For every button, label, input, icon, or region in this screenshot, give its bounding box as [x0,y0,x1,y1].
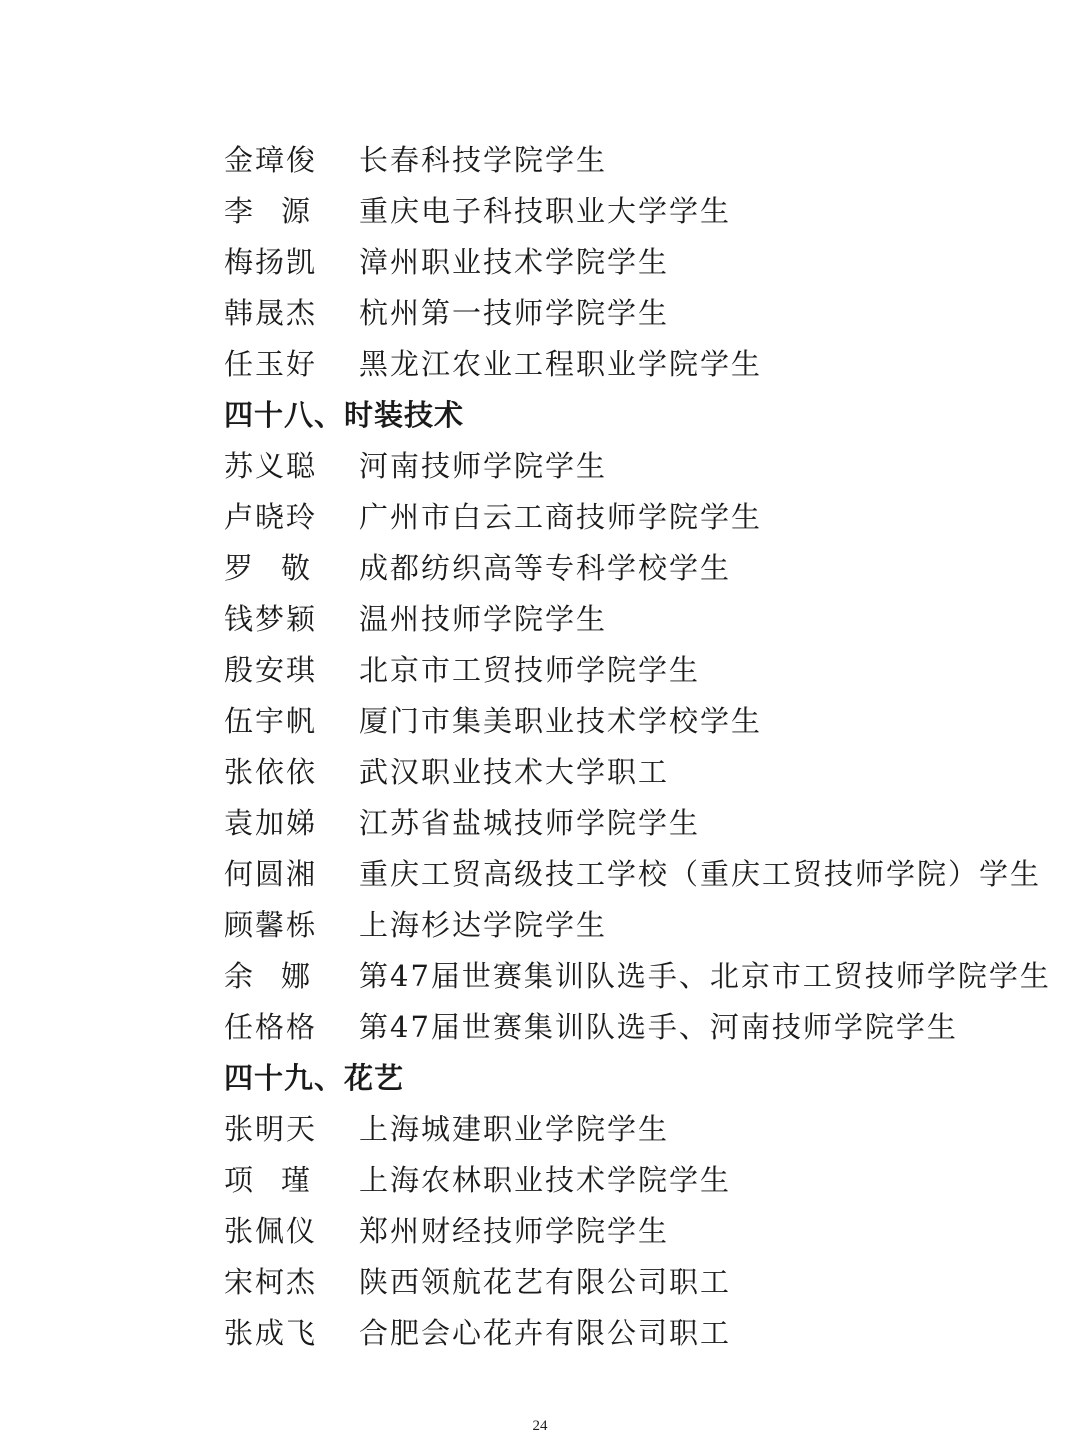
person-name: 殷安琪 [224,653,318,687]
section-heading: 四十九、花艺 [224,1061,405,1095]
affiliation: 成都纺织高等专科学校学生 [359,551,732,585]
person-name: 罗 敬 [224,551,310,585]
affiliation: 重庆工贸高级技工学校（重庆工贸技师学院）学生 [359,857,1042,891]
affiliation: 郑州财经技师学院学生 [359,1214,670,1248]
affiliation: 漳州职业技术学院学生 [359,245,670,279]
person-name: 伍宇帆 [224,704,318,738]
affiliation: 长春科技学院学生 [359,143,608,177]
person-name: 何圆湘 [224,857,318,891]
person-name: 钱梦颖 [224,602,318,636]
affiliation: 陕西领航花艺有限公司职工 [359,1265,732,1299]
page-number: 24 [532,1418,548,1434]
person-name: 项 瑾 [224,1163,310,1197]
person-name: 宋柯杰 [224,1265,318,1299]
person-name: 任玉好 [224,347,318,381]
person-name: 顾馨栎 [224,908,318,942]
affiliation: 黑龙江农业工程职业学院学生 [359,347,763,381]
person-name: 张成飞 [224,1316,318,1350]
person-name: 张佩仪 [224,1214,318,1248]
person-name: 余 娜 [224,959,310,993]
affiliation: 上海城建职业学院学生 [359,1112,670,1146]
person-name: 张明天 [224,1112,318,1146]
person-name: 袁加娣 [224,806,318,840]
person-name: 任格格 [224,1010,318,1044]
affiliation: 江苏省盐城技师学院学生 [359,806,701,840]
affiliation: 武汉职业技术大学职工 [359,755,670,789]
person-name: 梅扬凯 [224,245,318,279]
affiliation: 上海农林职业技术学院学生 [359,1163,732,1197]
person-name: 韩晟杰 [224,296,318,330]
person-name: 金璋俊 [224,143,318,177]
section-heading: 四十八、时装技术 [224,398,465,432]
person-name: 卢晓玲 [224,500,318,534]
affiliation: 杭州第一技师学院学生 [359,296,670,330]
person-name: 李 源 [224,194,310,228]
affiliation: 重庆电子科技职业大学学生 [359,194,732,228]
affiliation: 第47届世赛集训队选手、河南技师学院学生 [359,1010,958,1044]
affiliation: 上海杉达学院学生 [359,908,608,942]
affiliation: 合肥会心花卉有限公司职工 [359,1316,732,1350]
affiliation: 第47届世赛集训队选手、北京市工贸技师学院学生 [359,959,1051,993]
person-name: 苏义聪 [224,449,318,483]
affiliation: 厦门市集美职业技术学校学生 [359,704,763,738]
person-name: 张依依 [224,755,318,789]
affiliation: 广州市白云工商技师学院学生 [359,500,763,534]
affiliation: 北京市工贸技师学院学生 [359,653,701,687]
affiliation: 温州技师学院学生 [359,602,608,636]
affiliation: 河南技师学院学生 [359,449,608,483]
